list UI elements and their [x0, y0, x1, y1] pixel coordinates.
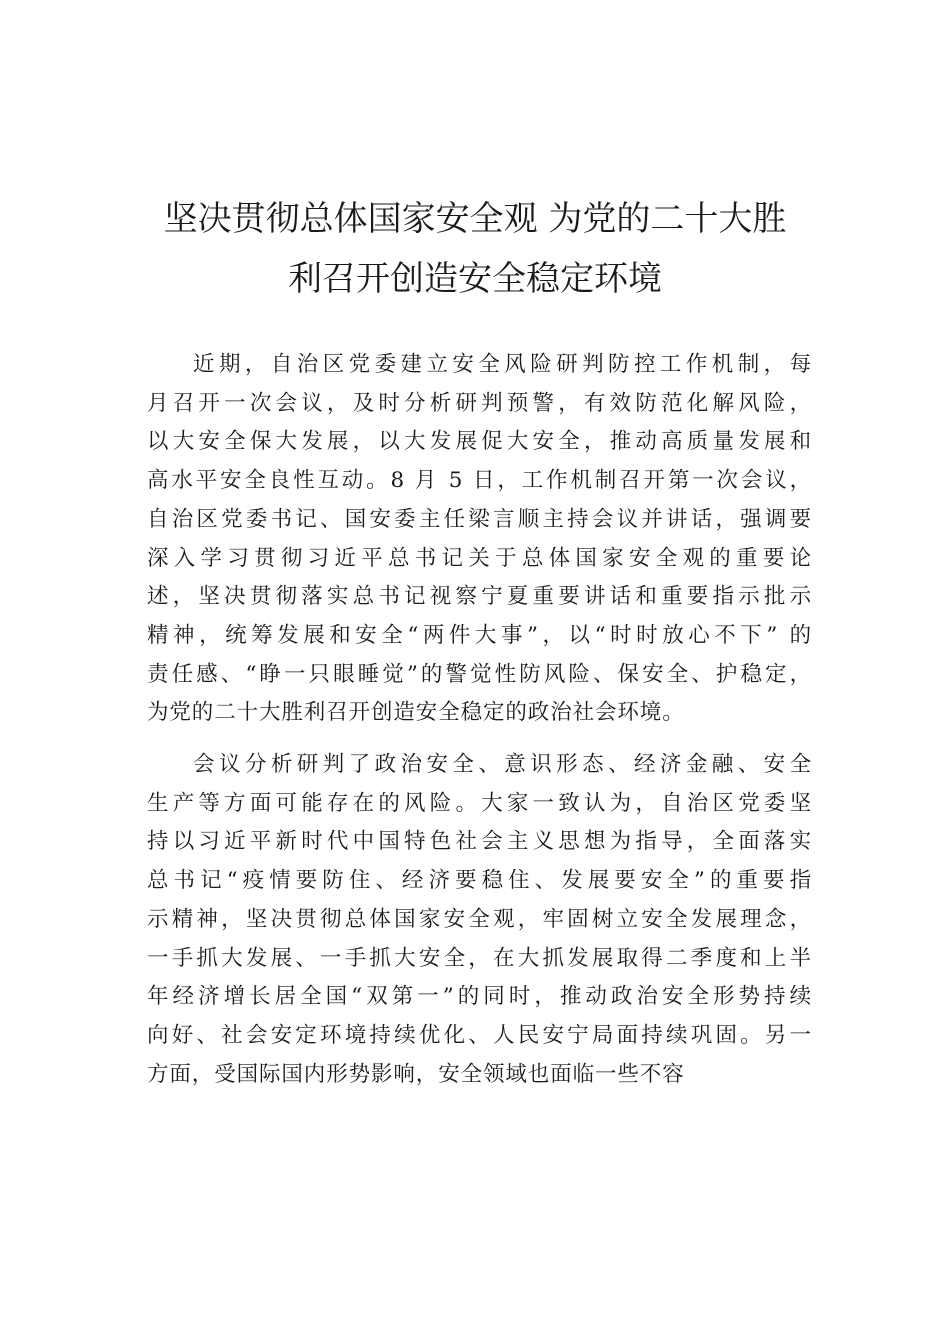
paragraph-line: 深入学习贯彻习近平总书记关于总体国家安全观的重要论: [147, 545, 812, 571]
paragraph-2: [147, 746, 812, 1094]
paragraph-line: 为党的二十大胜利召开创造安全稳定的政治社会环境。: [147, 700, 685, 726]
paragraph-line: 述，坚决贯彻落实总书记视察宁夏重要讲话和重要指示批示: [147, 584, 812, 610]
paragraph-line: 一手抓大发展、一手抓大安全，在大抓发展取得二季度和上半: [147, 945, 812, 971]
paragraph-line: 年经济增长居全国“双第一”的同时，推动政治安全形势持续: [147, 984, 812, 1010]
paragraph-line: 持以习近平新时代中国特色社会主义思想为指导，全面落实: [147, 829, 812, 855]
paragraph-line: 月召开一次会议，及时分析研判预警，有效防范化解风险，: [147, 390, 812, 416]
paragraph-line: 近期，自治区党委建立安全风险研判防控工作机制，每: [193, 352, 812, 377]
paragraph-line: 会议分析研判了政治安全、意识形态、经济金融、安全: [193, 752, 812, 777]
paragraph-line: 以大安全保大发展，以大发展促大安全，推动高质量发展和: [147, 429, 812, 455]
paragraph-line: 方面，受国际国内形势影响，安全领域也面临一些不容: [147, 1061, 685, 1087]
paragraph-line: 生产等方面可能存在的风险。大家一致认为，自治区党委坚: [147, 790, 812, 816]
paragraph-line: 精神，统筹发展和安全“两件大事”，以“时时放心不下” 的: [147, 622, 812, 648]
paragraph-1: [147, 346, 812, 733]
paragraph-line: 向好、社会安定环境持续优化、人民安宁局面持续巩固。另一: [147, 1022, 812, 1048]
paragraph-line: 总书记“疫情要防住、经济要稳住、发展要安全”的重要指: [147, 868, 812, 894]
document-title-line-2: 利召开创造安全稳定环境: [288, 259, 662, 299]
paragraph-line: 自治区党委书记、国安委主任梁言顺主持会议并讲话，强调要: [147, 506, 812, 532]
document-title-line-1: 坚决贯彻总体国家安全观 为党的二十大胜: [163, 199, 787, 239]
paragraph-line: 责任感、“睁一只眼睡觉”的警觉性防风险、保安全、护稳定，: [147, 661, 812, 687]
paragraph-line: 示精神，坚决贯彻总体国家安全观，牢固树立安全发展理念，: [147, 906, 812, 932]
paragraph-line: 高水平安全良性互动。8 月 5 日，工作机制召开第一次会议，: [147, 468, 812, 494]
